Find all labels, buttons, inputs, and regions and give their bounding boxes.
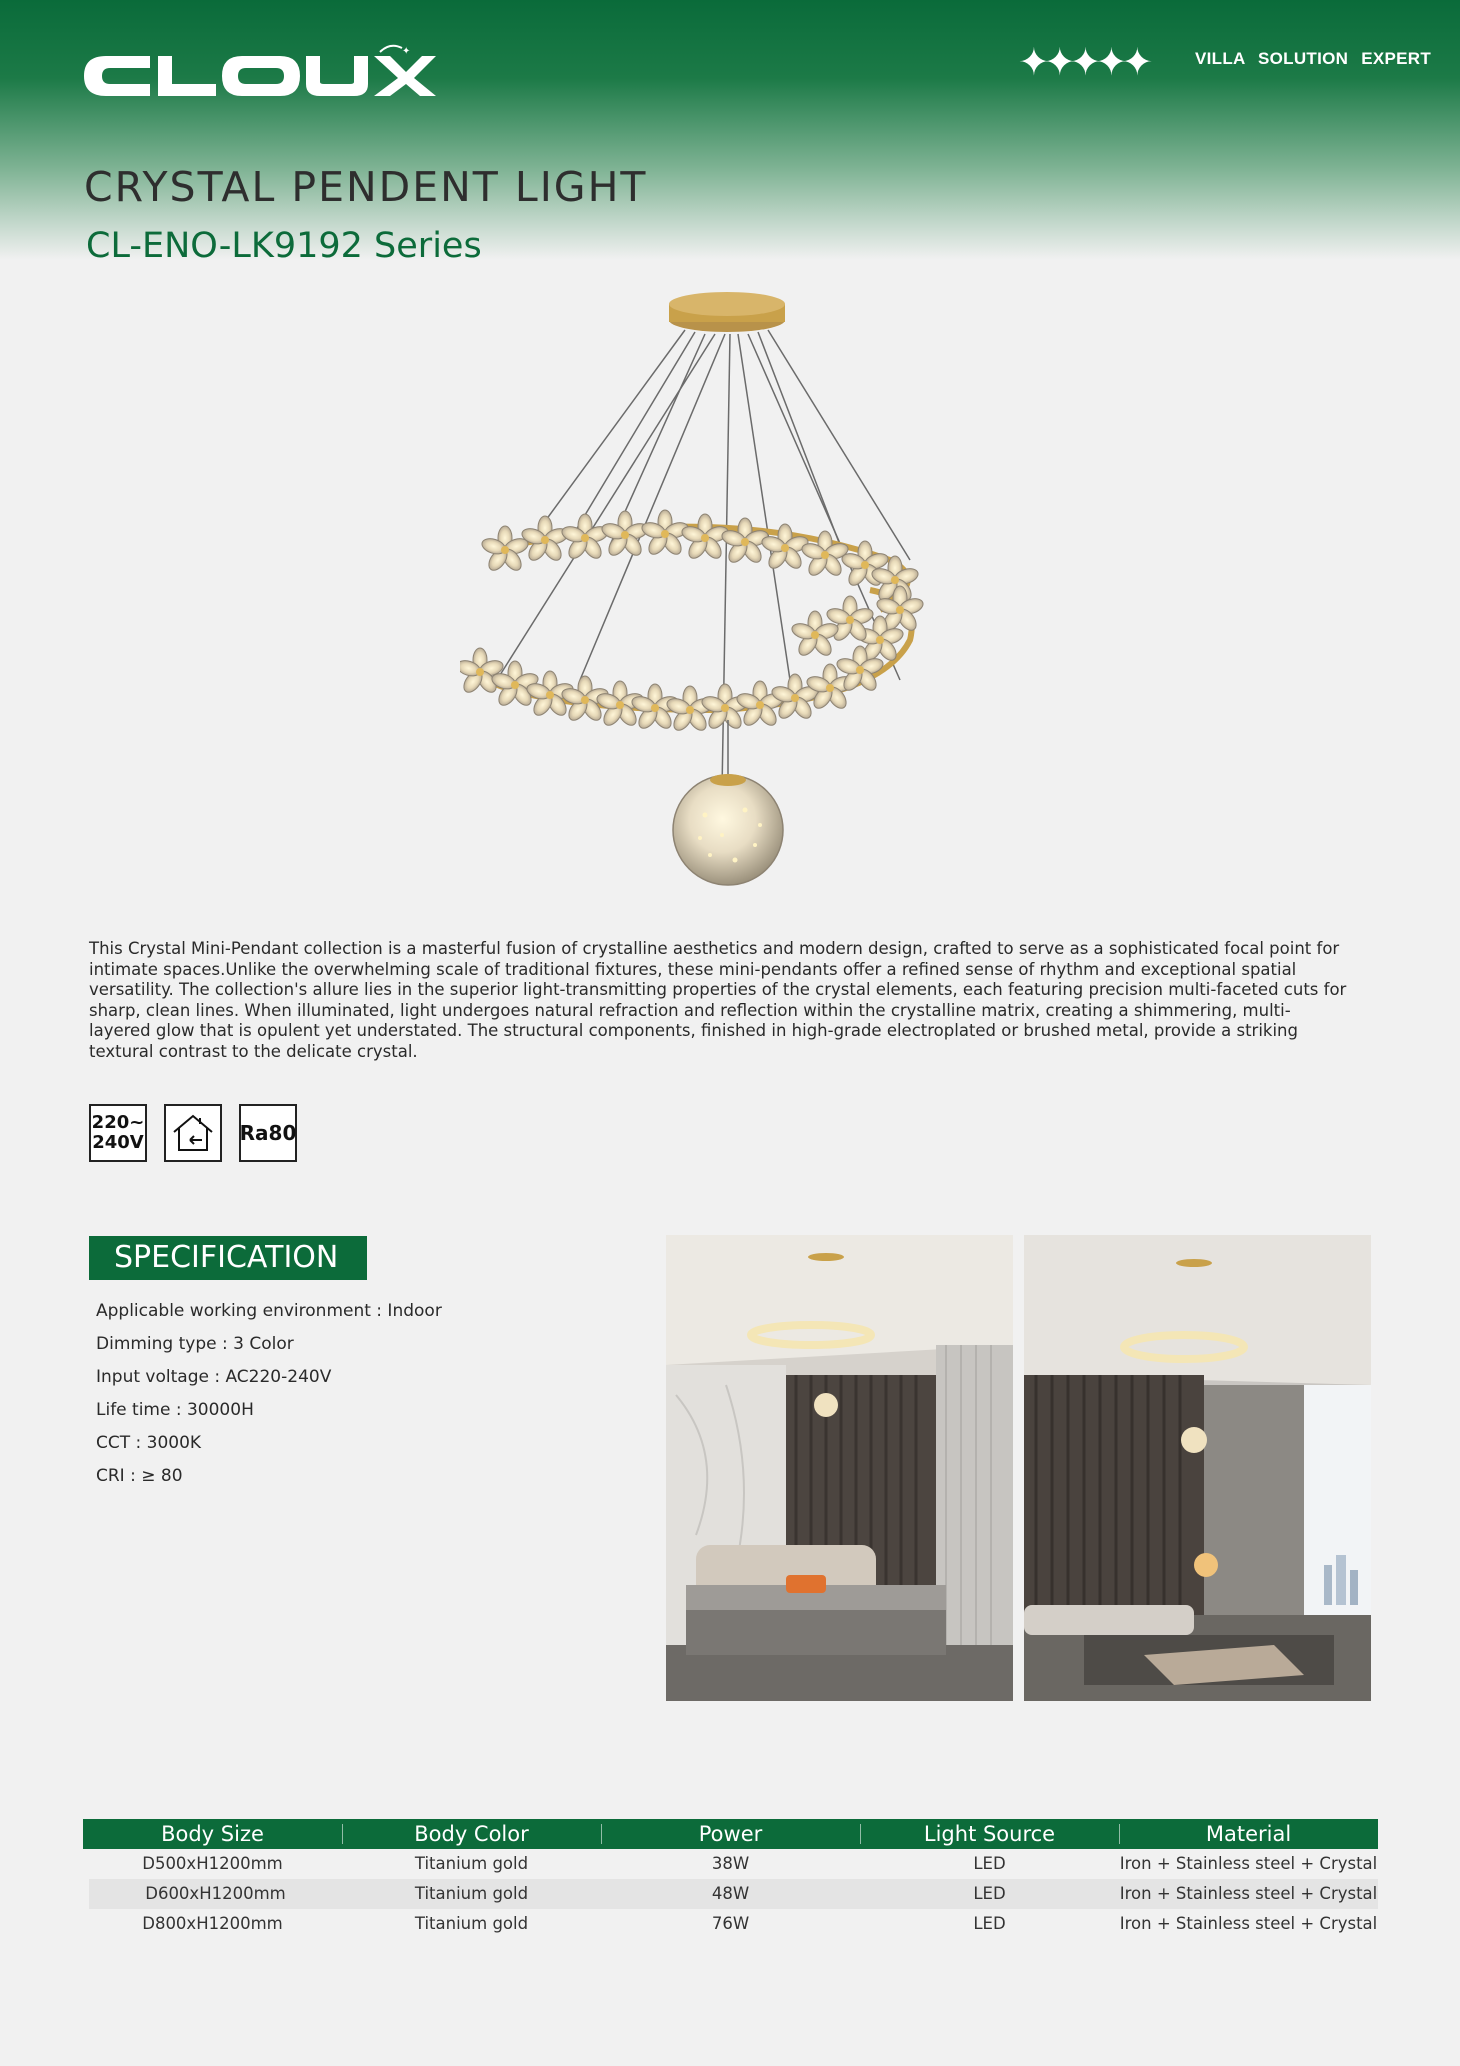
spec-item: Life time : 30000H [96, 1400, 254, 1420]
product-image-chandelier [460, 290, 1000, 910]
svg-text:✦: ✦ [402, 46, 411, 57]
table-row [89, 1879, 1378, 1909]
bedroom-scene-photo [666, 1235, 1013, 1701]
table-cell: Iron + Stainless steel + Crystal [1119, 1884, 1378, 1903]
table-header [83, 1819, 1378, 1849]
voltage-badge-bottom: 240V [92, 1132, 144, 1153]
table-header-cell: Body Size [161, 1822, 264, 1846]
table-header-cell: Body Color [342, 1819, 601, 1849]
table-row [83, 1909, 1378, 1939]
spec-item: CCT : 3000K [96, 1433, 202, 1453]
table-cell: D600xH1200mm [145, 1884, 286, 1903]
header-band [0, 0, 1460, 260]
specification-list [96, 1301, 442, 1499]
table-cell: LED [973, 1854, 1006, 1873]
rating-stars: ✦✦✦✦✦ [1018, 40, 1148, 84]
table-cell: Iron + Stainless steel + Crystal [1119, 1914, 1378, 1933]
product-variants-table [83, 1819, 1378, 1939]
table-header-cell: Light Source [860, 1819, 1119, 1849]
spec-item: Input voltage : AC220-240V [96, 1367, 332, 1387]
indoor-house-icon [164, 1104, 222, 1162]
table-cell: LED [973, 1884, 1006, 1903]
table-cell: 48W [711, 1884, 750, 1903]
table-cell: 38W [711, 1854, 750, 1873]
cri-badge: Ra80 [239, 1104, 297, 1162]
brand-tagline: VILLA SOLUTION EXPERT [1195, 49, 1432, 68]
table-header-cell: Material [1119, 1819, 1378, 1849]
voltage-badge-top: 220~ [91, 1112, 145, 1133]
product-description: This Crystal Mini-Pendant collection is a masterful fusion of crystalline aesthetics and modern design, crafted to serve as a sophisticated focal point for intimate spaces.Unlike the overwhelming scale of traditional fixtures, these mini-pendants offer a refined sense of rhythm and exceptional spatial versatility. The collection's allure lies in the superior light-transmitting properties of the crystal elements, each featuring precision multi-faceted cuts for sharp, clean lines. When illuminated, light undergoes natural refraction and reflection within the crystalline matrix, creating a shimmering, multi-layered glow that is opulent yet understated. The structural components, finished in high-grade electroplated or brushed metal, provide a striking textural contrast to the delicate crystal. [89, 939, 1347, 1061]
spec-item: Dimming type : 3 Color [96, 1334, 294, 1354]
spec-item: Applicable working environment : Indoor [96, 1301, 442, 1321]
table-cell: Titanium gold [414, 1884, 529, 1903]
table-cell: D500xH1200mm [142, 1854, 283, 1873]
table-cell: LED [973, 1914, 1006, 1933]
specification-heading: SPECIFICATION [89, 1236, 367, 1280]
table-cell: Titanium gold [414, 1914, 529, 1933]
table-row [83, 1849, 1378, 1879]
product-title: CRYSTAL PENDENT LIGHT [84, 163, 648, 211]
table-cell: 76W [711, 1914, 750, 1933]
table-header-cell: Power [601, 1819, 860, 1849]
cloux-logo [84, 44, 436, 104]
product-series: CL-ENO-LK9192 Series [86, 226, 482, 266]
table-cell: Iron + Stainless steel + Crystal [1119, 1854, 1378, 1873]
bedroom-window-scene-photo [1024, 1235, 1371, 1701]
voltage-badge [89, 1104, 147, 1162]
table-cell: D800xH1200mm [142, 1914, 283, 1933]
spec-item: CRI : ≥ 80 [96, 1466, 183, 1486]
table-cell: Titanium gold [414, 1854, 529, 1873]
